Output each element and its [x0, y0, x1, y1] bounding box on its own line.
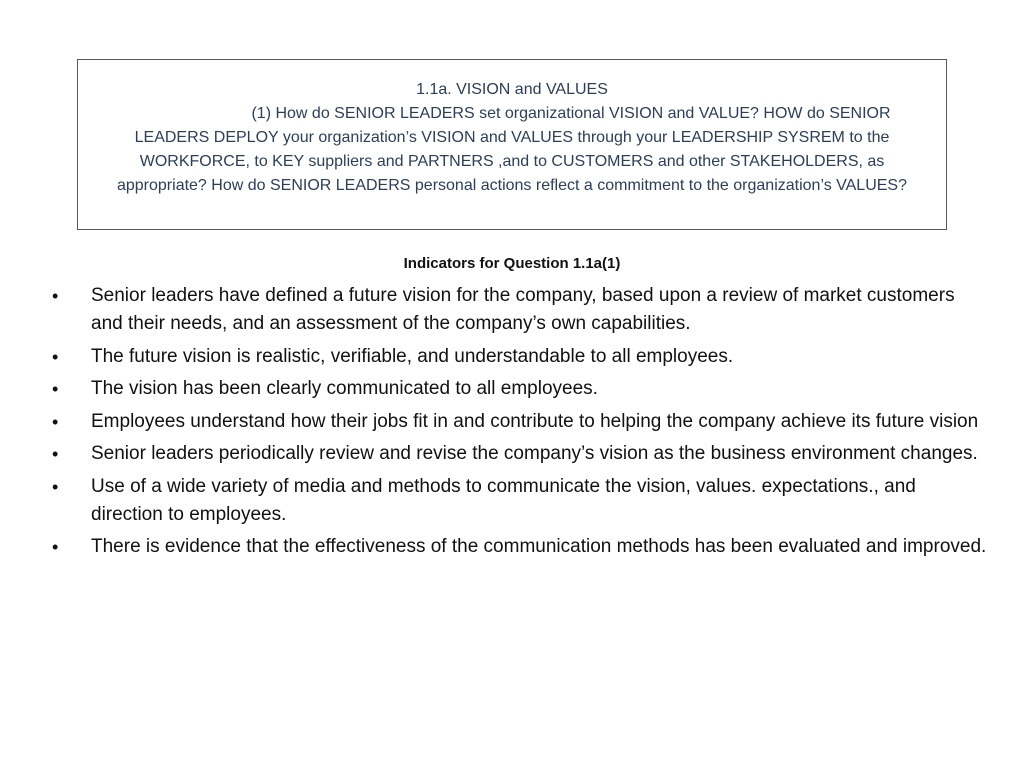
bullet-icon: • — [52, 444, 59, 464]
bullet-icon: • — [52, 476, 59, 497]
indicator-item — [0, 282, 1000, 338]
question-box — [77, 59, 947, 230]
indicator-text: Senior leaders have defined a future vision for the company, based upon a review of market customers and their needs, and an assessment of the company’s own capabilities. — [91, 285, 955, 334]
indicator-text: Use of a wide variety of media and methods to communicate the vision, values. expectations., and direction to employees. — [91, 475, 916, 525]
indicator-item — [0, 375, 1000, 403]
question-text: (1) How do SENIOR LEADERS set organizational VISION and VALUE? HOW do SENIOR LEADERS DEPLOY your organization’s VISION and VALUES through your LEADERSHIP SYSREM to the WORKFORCE, to KEY suppliers and PARTNERS ,and to CUSTOMERS and other STAKEHOLDERS, as appropriate? How do SENIOR LEADERS personal actions reflect a commitment to the organization’s VALUES? — [116, 105, 907, 194]
bullet-icon: • — [52, 537, 59, 557]
indicator-text: The future vision is realistic, verifiable, and understandable to all employees. — [91, 345, 734, 367]
indicator-item — [0, 408, 1000, 436]
bullet-icon: • — [52, 379, 59, 399]
indicator-text: Employees understand how their jobs fit in and contribute to helping the company achieve its future vision — [91, 410, 979, 432]
bullet-icon: • — [52, 411, 59, 432]
bullet-icon: • — [52, 286, 59, 306]
indicator-text: The vision has been clearly communicated to all employees. — [91, 378, 598, 399]
indicators-heading: Indicators for Question 1.1a(1) — [403, 255, 621, 272]
bullet-icon: • — [52, 346, 59, 367]
indicator-text: Senior leaders periodically review and revise the company’s vision as the business environment changes. — [91, 443, 978, 464]
indicator-item — [0, 533, 1000, 561]
indicator-list — [0, 282, 1000, 566]
question-title: 1.1a. VISION and VALUES — [416, 81, 608, 98]
indicator-text: There is evidence that the effectiveness of the communication methods has been evaluated and improved. — [91, 536, 987, 557]
indicator-item — [0, 440, 1000, 468]
question-text-wrapper — [102, 102, 922, 198]
indicator-item — [0, 343, 1000, 371]
indicator-item — [0, 473, 1000, 529]
